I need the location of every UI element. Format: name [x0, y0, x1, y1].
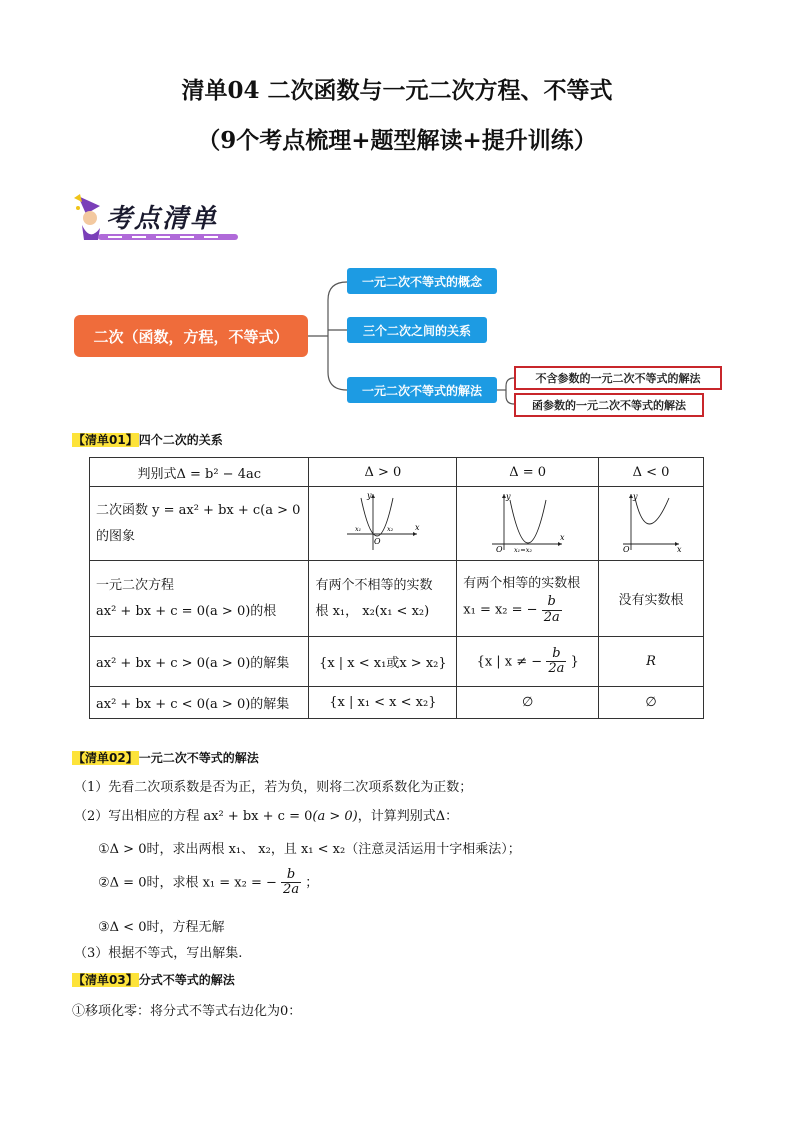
section-title: 一元二次不等式的解法: [138, 751, 259, 765]
table-cell: ∅: [457, 687, 599, 719]
fraction: [542, 595, 562, 625]
table-row: [90, 687, 704, 719]
cell-text: 的图象: [96, 528, 136, 544]
section-label-02: [72, 749, 259, 766]
table-row: [90, 637, 704, 687]
fraction: [281, 868, 301, 898]
text-span: ，计算判别式Δ：: [357, 809, 459, 824]
table-cell-label: ax² + bx + c > 0(a > 0)的解集: [90, 637, 309, 687]
table-header-positive: Δ > 0: [309, 458, 457, 487]
cell-text: x₁ = x₂ = −: [463, 602, 538, 618]
root-label-double: x₁=x₂: [513, 545, 532, 554]
table-cell-graph: [309, 487, 457, 561]
fraction: [546, 647, 566, 677]
cell-text: {x | x ≠ −: [476, 654, 543, 669]
table-cell: 没有实数根: [599, 561, 704, 637]
text-line: （1）先看二次项系数是否为正，若为负，则将二次项系数化为正数；: [74, 780, 473, 795]
table-cell-label: [90, 487, 309, 561]
page-subtitle: （9个考点梳理+题型解读+提升训练）: [197, 127, 597, 154]
table-row: [90, 487, 704, 561]
mindmap-node-concept: 一元二次不等式的概念: [347, 268, 497, 294]
table-row: [90, 561, 704, 637]
section-tag: 【清单02】: [73, 751, 138, 765]
cell-text: 一元二次方程: [96, 577, 175, 593]
table-cell-graph: [599, 487, 704, 561]
table-header-zero: Δ = 0: [457, 458, 599, 487]
text-line: ①Δ > 0时，求出两根 x₁、 x₂，且 x₁ < x₂（注意灵活运用十字相乘法）；: [98, 842, 521, 857]
mindmap-node-solution: 一元二次不等式的解法: [347, 377, 497, 403]
parabola-no-root-graph: [619, 490, 683, 554]
cell-formula: [463, 595, 598, 625]
fraction-denominator: 2a: [543, 609, 560, 625]
table-cell: {x | x < x₁或x > x₂}: [309, 637, 457, 687]
table-cell: ∅: [599, 687, 704, 719]
axis-x-label: x: [559, 532, 565, 542]
text-line: [98, 868, 318, 898]
text-line: [74, 805, 458, 824]
text-span: (a > 0): [312, 809, 358, 824]
quadratic-relations-table: [89, 457, 704, 719]
cell-text: 二次函数 y = ax² + bx + c(a > 0: [96, 502, 301, 518]
fraction-denominator: 2a: [548, 661, 565, 676]
mindmap-root: 二次（函数，方程，不等式）: [74, 315, 308, 357]
text-line: ①移项化零：将分式不等式右边化为0：: [72, 1004, 302, 1019]
axis-y-label: y: [633, 491, 638, 501]
origin-label: O: [623, 544, 630, 554]
mindmap-node-relation: 三个二次之间的关系: [347, 317, 487, 343]
mindmap-leaf-no-param: 不含参数的一元二次不等式的解法: [514, 366, 722, 390]
table-header-discriminant: 判别式Δ = b² − 4ac: [90, 458, 309, 487]
table-row: [90, 458, 704, 487]
fraction-numerator: b: [281, 868, 301, 883]
axis-y-label: y: [366, 490, 372, 500]
section-tag: 【清单03】: [73, 973, 138, 987]
section-label-03: [72, 971, 235, 988]
text-span: （2）写出相应的方程 ax² + bx + c = 0: [74, 809, 313, 824]
text-span: ②Δ = 0时，求根 x₁ = x₂ = −: [98, 875, 277, 891]
cell-text: 根 x₁， x₂(x₁ < x₂): [315, 603, 430, 619]
table-cell: [457, 561, 599, 637]
section-title: 四个二次的关系: [138, 433, 223, 447]
table-cell-graph: [457, 487, 599, 561]
axis-x-label: x: [677, 544, 682, 554]
table-header-negative: Δ < 0: [599, 458, 704, 487]
table-cell-label: ax² + bx + c < 0(a > 0)的解集: [90, 687, 309, 719]
parabola-one-root-graph: [488, 490, 568, 554]
section-tag: 【清单01】: [73, 433, 138, 447]
logo-text: 考点清单: [106, 204, 219, 234]
text-line: ③Δ < 0时，方程无解: [98, 920, 225, 935]
section-label-01: [72, 431, 223, 448]
origin-label: O: [373, 536, 381, 546]
table-cell: [309, 561, 457, 637]
axis-y-label: y: [505, 491, 511, 501]
text-span: ；: [305, 875, 319, 891]
cell-text: ax² + bx + c = 0(a > 0)的根: [96, 603, 277, 619]
root-label-x2: x₂: [386, 524, 394, 533]
page-title: 清单04 二次函数与一元二次方程、不等式: [181, 77, 613, 104]
section-title: 分式不等式的解法: [138, 973, 235, 987]
cell-text: 有两个不相等的实数: [315, 577, 433, 593]
table-cell: [457, 637, 599, 687]
text-line: （3）根据不等式，写出解集.: [74, 946, 243, 961]
fraction-numerator: b: [546, 647, 566, 662]
parabola-two-roots-graph: [343, 490, 423, 554]
root-label-x1: x₁: [354, 524, 362, 533]
mindmap-leaf-param: 函参数的一元二次不等式的解法: [514, 393, 704, 417]
cell-text: }: [570, 654, 579, 669]
origin-label: O: [495, 544, 503, 554]
fraction-numerator: b: [542, 595, 562, 610]
table-cell-label: [90, 561, 309, 637]
table-cell: {x | x₁ < x < x₂}: [309, 687, 457, 719]
table-cell: R: [599, 637, 704, 687]
axis-x-label: x: [414, 522, 420, 532]
cell-text: 有两个相等的实数根: [463, 576, 581, 592]
fraction-denominator: 2a: [283, 882, 300, 898]
